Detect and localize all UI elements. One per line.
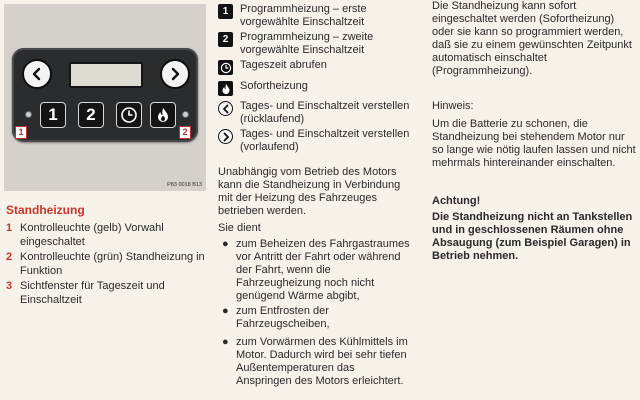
key-text: Tages- und Einschaltzeit verstellen (vorlaufend): [240, 128, 410, 153]
clock-key-icon: [218, 60, 233, 75]
section-heading: Standheizung: [6, 203, 85, 217]
program-2-button[interactable]: 2: [78, 102, 104, 128]
instant-heat-button[interactable]: [150, 102, 176, 128]
chevron-right-icon: [168, 67, 182, 81]
bullet-text: zum Beheizen des Fahrgastraumes vor Antritt der Fahrt oder während der Fahrt, wenn die Fahrzeugheizung noch nicht genügend Wärme abgibt,: [236, 238, 410, 302]
chevron-left-button[interactable]: [22, 59, 52, 89]
legend-item: [6, 221, 210, 249]
indicator-lamp-2: [182, 111, 189, 118]
key-text: Programmheizung – zweite vorgewählte Einschaltzeit: [240, 31, 374, 56]
chevron-right-icon: [220, 131, 232, 143]
program-1-key-icon: 1: [218, 4, 233, 19]
bullet-dot: ●: [222, 305, 229, 317]
legend-item: [6, 279, 210, 307]
chevron-right-key-icon: [218, 129, 233, 144]
legend-number: 2: [6, 251, 13, 263]
callout-2: 2: [179, 126, 191, 139]
legend-number: 3: [6, 280, 13, 292]
clock-button[interactable]: [116, 102, 142, 128]
bullet-text: zum Entfrosten der Fahrzeugscheiben,: [236, 305, 330, 330]
heater-control-figure: [4, 4, 206, 191]
legend-item: [6, 250, 210, 278]
program-1-button[interactable]: 1: [40, 102, 66, 128]
chevron-right-button[interactable]: [160, 59, 190, 89]
intro-paragraph: Unabhängig vom Betrieb des Motors kann die Standheizung in Verbindung mit der Heizung des Fahrzeuges betrieben werden.: [218, 166, 401, 217]
chevron-left-icon: [30, 67, 44, 81]
bullet-dot: ●: [222, 336, 229, 348]
chevron-left-icon: [220, 103, 232, 115]
program-2-key-icon: 2: [218, 32, 233, 47]
flame-key-icon: [218, 81, 233, 96]
key-text: Sofortheizung: [240, 80, 308, 92]
hint-label: Hinweis:: [432, 100, 474, 112]
warning-label: Achtung!: [432, 195, 481, 207]
flame-icon: [154, 106, 172, 124]
key-text: Tageszeit abrufen: [240, 59, 327, 71]
instant-program-paragraph: Die Standheizung kann sofort eingeschaltet werden (Sofortheizung) oder sie kann so programmiert werden, daß sie zu einem gewünschten Zeitpunkt automatisch einschaltet (Programmheizung).: [432, 0, 632, 77]
chevron-left-key-icon: [218, 101, 233, 116]
legend-text: Kontrolleuchte (gelb) Vorwahl eingeschaltet: [20, 222, 164, 248]
callout-1: 1: [15, 126, 27, 139]
legend-text: Kontrolleuchte (grün) Standheizung in Funktion: [20, 251, 205, 277]
legend-text: Sichtfenster für Tageszeit und Einschaltzeit: [20, 280, 165, 306]
bullet-text: zum Vorwärmen des Kühlmittels im Motor. Dadurch wird bei sehr tiefen Außentemperaturen das Anspringen des Motors erleichtert.: [236, 336, 408, 387]
key-text: Tages- und Einschaltzeit verstellen (rücklaufend): [240, 100, 410, 125]
time-display-window: [69, 62, 143, 88]
clock-icon: [120, 106, 138, 124]
clock-icon: [220, 62, 232, 74]
indicator-lamp-1: [25, 111, 32, 118]
bullet-dot: ●: [222, 238, 229, 250]
flame-icon: [220, 83, 232, 95]
figure-code: P83 0018 B13: [167, 182, 202, 188]
control-panel: [12, 48, 198, 142]
key-text: Programmheizung – erste vorgewählte Einschaltzeit: [240, 3, 367, 28]
warning-text: Die Standheizung nicht an Tankstellen und in geschlossenen Räumen ohne Absaugung (zum Beispiel Garagen) in Betrieb nehmen.: [432, 211, 633, 262]
hint-text: Um die Batterie zu schonen, die Standheizung bei stehendem Motor nur so lange wie nötig laufen lassen und nicht mehrmals hintereinander einschalten.: [432, 118, 636, 169]
legend-number: 1: [6, 222, 13, 234]
sie-dient-label: Sie dient: [218, 222, 261, 234]
